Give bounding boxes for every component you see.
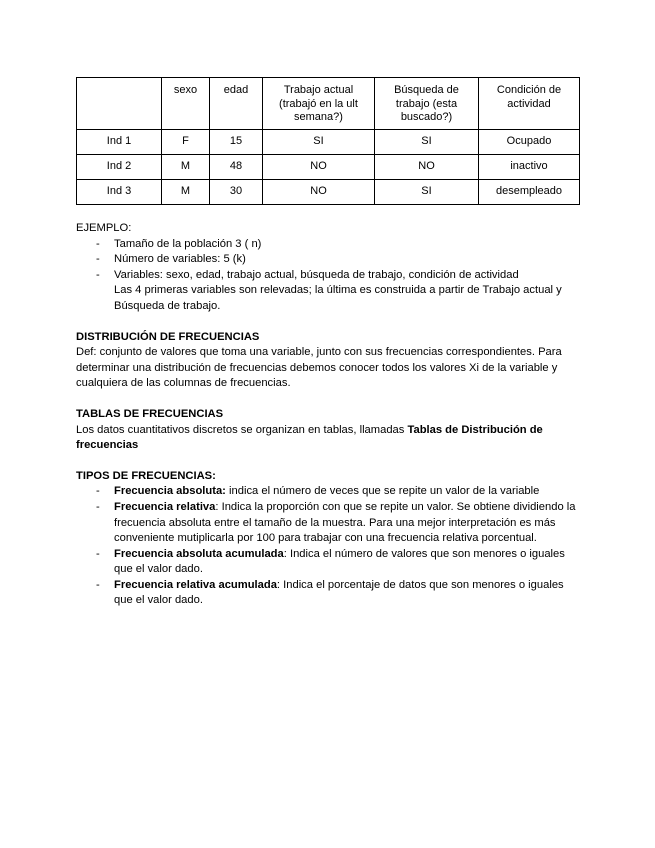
list-item bbox=[114, 484, 579, 500]
table-cell: Ind 2 bbox=[77, 155, 162, 180]
example-list bbox=[76, 237, 579, 284]
table-header-cell: edad bbox=[210, 78, 263, 130]
table-cell: 48 bbox=[210, 155, 263, 180]
table-row bbox=[77, 155, 580, 180]
list-item bbox=[114, 547, 579, 578]
table-header-cell: Trabajo actual (trabajó en la ult semana?) bbox=[263, 78, 375, 130]
tables-text-plain: Los datos cuantitativos discretos se organizan en tablas, llamadas bbox=[76, 423, 408, 436]
tables-text-bold: Tablas de Distribución de frecuencias bbox=[76, 423, 543, 452]
list-item bbox=[114, 578, 579, 609]
table-cell: M bbox=[162, 155, 210, 180]
table-cell: inactivo bbox=[479, 155, 580, 180]
table-cell: Ocupado bbox=[479, 130, 580, 155]
description: indica el número de veces que se repite un valor de la variable bbox=[225, 485, 540, 498]
term: Frecuencia absoluta acumulada bbox=[114, 547, 284, 560]
table-header-cell: sexo bbox=[162, 78, 210, 130]
list-item: - Variables: sexo, edad, trabajo actual, búsqueda de trabajo, condición de actividad bbox=[114, 268, 579, 284]
tables-text bbox=[76, 423, 579, 454]
tables-heading: TABLAS DE FRECUENCIAS bbox=[76, 407, 224, 420]
list-item bbox=[114, 500, 579, 547]
table-cell: M bbox=[162, 180, 210, 205]
data-table bbox=[76, 77, 580, 205]
example-label: EJEMPLO: bbox=[76, 222, 132, 234]
distribution-text: Def: conjunto de valores que toma una variable, junto con sus frecuencias correspondientes. Para determinar una distribución de frecuencias debemos conocer todos los valores Xi de la variable y cualquiera de las columnas de frecuencias. bbox=[76, 346, 562, 390]
example-note: Las 4 primeras variables son relevadas; la última es construida a partir de Trabajo actual y Búsqueda de trabajo. bbox=[114, 284, 562, 312]
term: Frecuencia relativa acumulada bbox=[114, 578, 277, 591]
table-cell: 30 bbox=[210, 180, 263, 205]
table-header-cell: Condición de actividad bbox=[479, 78, 580, 130]
document-page bbox=[76, 77, 579, 609]
table-cell: Ind 3 bbox=[77, 180, 162, 205]
description: : Indica el porcentaje de datos que son menores o iguales que el valor dado. bbox=[114, 578, 564, 607]
table-row bbox=[77, 130, 580, 155]
table-cell: SI bbox=[375, 180, 479, 205]
list-item: - Número de variables: 5 (k) bbox=[114, 252, 579, 268]
table-cell: F bbox=[162, 130, 210, 155]
term: Frecuencia relativa bbox=[114, 500, 216, 513]
table-cell: 15 bbox=[210, 130, 263, 155]
table-cell: NO bbox=[263, 155, 375, 180]
table-header-row bbox=[77, 78, 580, 130]
table-cell: SI bbox=[263, 130, 375, 155]
description: : Indica el número de valores que son menores o iguales que el valor dado. bbox=[114, 547, 565, 576]
list-item: - Tamaño de la población 3 ( n) bbox=[114, 237, 579, 253]
table-cell: NO bbox=[375, 155, 479, 180]
table-header-cell bbox=[77, 78, 162, 130]
table-cell: SI bbox=[375, 130, 479, 155]
types-list bbox=[76, 484, 579, 609]
term: Frecuencia absoluta: bbox=[114, 485, 226, 498]
table-row bbox=[77, 180, 580, 205]
distribution-heading: DISTRIBUCIÓN DE FRECUENCIAS bbox=[76, 330, 260, 343]
table-header-cell: Búsqueda de trabajo (esta buscado?) bbox=[375, 78, 479, 130]
description: : Indica la proporción con que se repite un valor. Se obtiene dividiendo la frecuencia absoluta entre el tamaño de la muestra. Para una mejor interpretación es más conveniente mutiplicarla por 100 para trabajar con una frecuencia relativa porcentual. bbox=[114, 500, 576, 545]
table-cell: Ind 1 bbox=[77, 130, 162, 155]
table-cell: desempleado bbox=[479, 180, 580, 205]
table-cell: NO bbox=[263, 180, 375, 205]
types-heading: TIPOS DE FRECUENCIAS: bbox=[76, 469, 216, 482]
